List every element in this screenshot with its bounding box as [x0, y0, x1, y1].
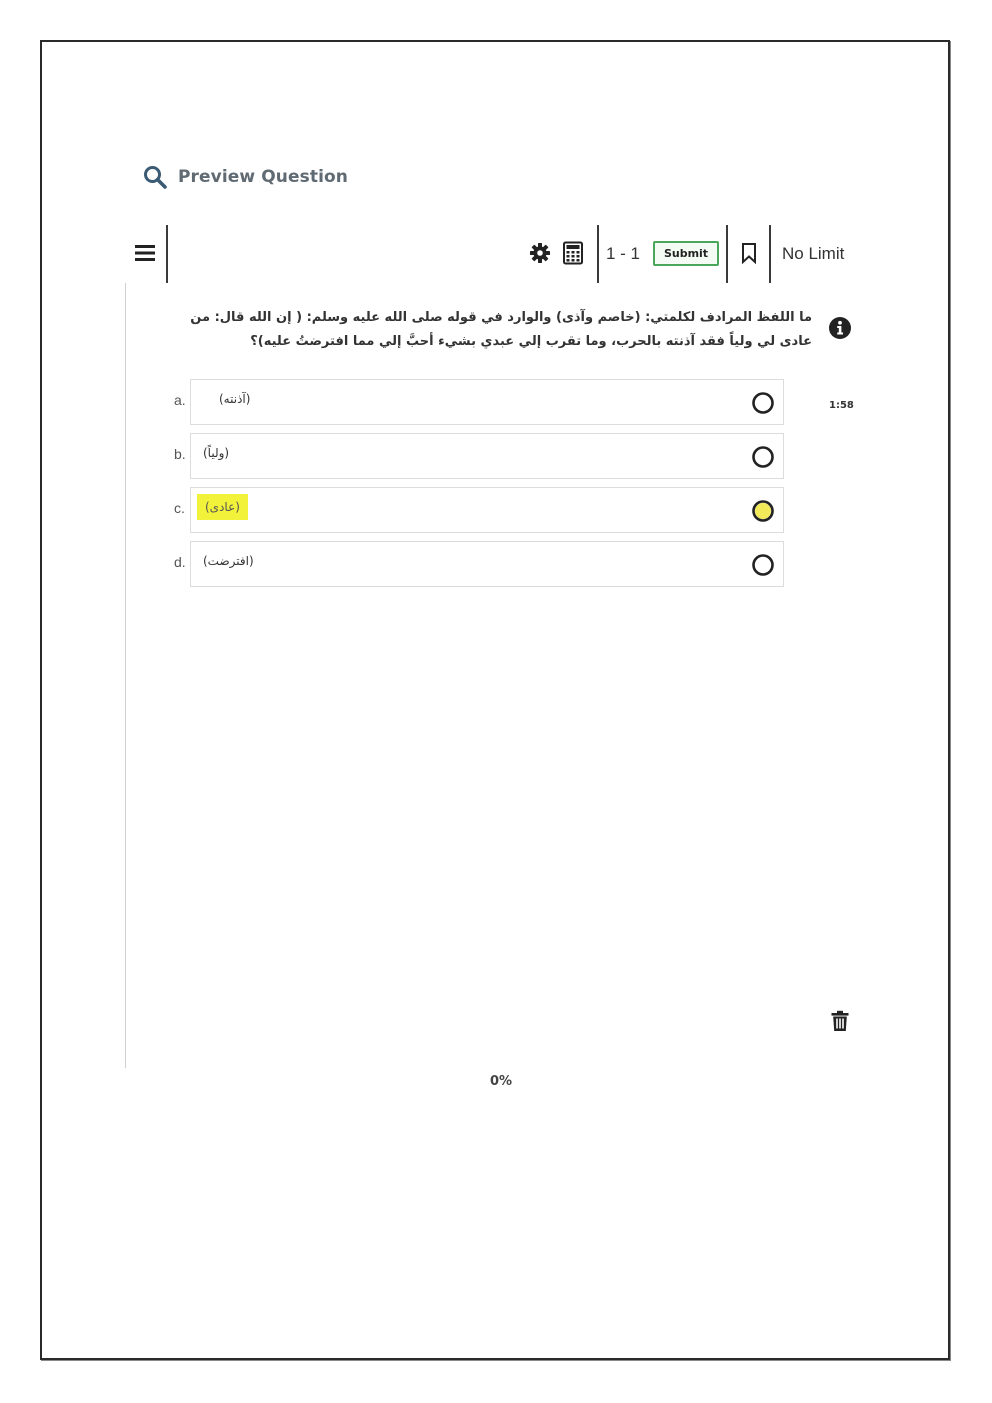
preview-header	[142, 164, 348, 190]
option-text: (آذنته)	[219, 392, 251, 406]
bookmark-icon[interactable]	[737, 241, 761, 265]
option-text-highlighted: (عادى)	[197, 494, 248, 520]
option-text: (افترضت)	[203, 554, 254, 568]
submit-button[interactable]: Submit	[653, 241, 719, 266]
trash-icon[interactable]	[830, 1010, 850, 1032]
toolbar-divider	[769, 225, 771, 283]
question-timer: 1:58	[829, 400, 854, 411]
question-text: ما اللفظ المرادف لكلمتي: (خاصم وآذى) والوارد في قوله صلى الله عليه وسلم: ( إن الله قال: من عادى لي ولياً فقد آذنته بالحرب، وما تقرب إلي عبدي بشيء أحبَّ إلي مما افترضتُ عليه)؟	[190, 310, 812, 349]
toolbar-divider	[597, 225, 599, 283]
search-icon	[142, 164, 168, 190]
radio-button-icon[interactable]	[751, 553, 775, 577]
option-box[interactable]	[190, 487, 784, 533]
question-counter: 1 - 1	[606, 244, 641, 263]
radio-button-icon[interactable]	[751, 445, 775, 469]
content-left-border	[125, 283, 126, 1068]
option-letter: d.	[174, 554, 186, 570]
option-box[interactable]	[190, 379, 784, 425]
option-letter: c.	[174, 500, 185, 516]
progress-percentage: 0%	[490, 1074, 513, 1089]
time-limit-label: No Limit	[782, 244, 845, 263]
option-letter: b.	[174, 446, 186, 462]
radio-button-icon[interactable]	[751, 499, 775, 523]
toolbar-divider	[726, 225, 728, 283]
option-text: (ولياً)	[203, 446, 230, 460]
toolbar-divider	[166, 225, 168, 283]
option-b[interactable]	[170, 433, 784, 479]
hamburger-menu-icon[interactable]	[134, 242, 156, 264]
option-box[interactable]	[190, 433, 784, 479]
info-circle-icon[interactable]	[828, 316, 852, 340]
question-toolbar	[126, 225, 866, 283]
option-letter: a.	[174, 392, 186, 408]
option-box[interactable]	[190, 541, 784, 587]
radio-button-icon[interactable]	[751, 391, 775, 415]
option-d[interactable]	[170, 541, 784, 587]
gear-icon[interactable]	[528, 241, 552, 265]
option-c[interactable]	[170, 487, 784, 533]
calculator-icon[interactable]	[561, 241, 585, 265]
page-title: Preview Question	[178, 167, 348, 187]
option-a[interactable]	[170, 379, 784, 425]
